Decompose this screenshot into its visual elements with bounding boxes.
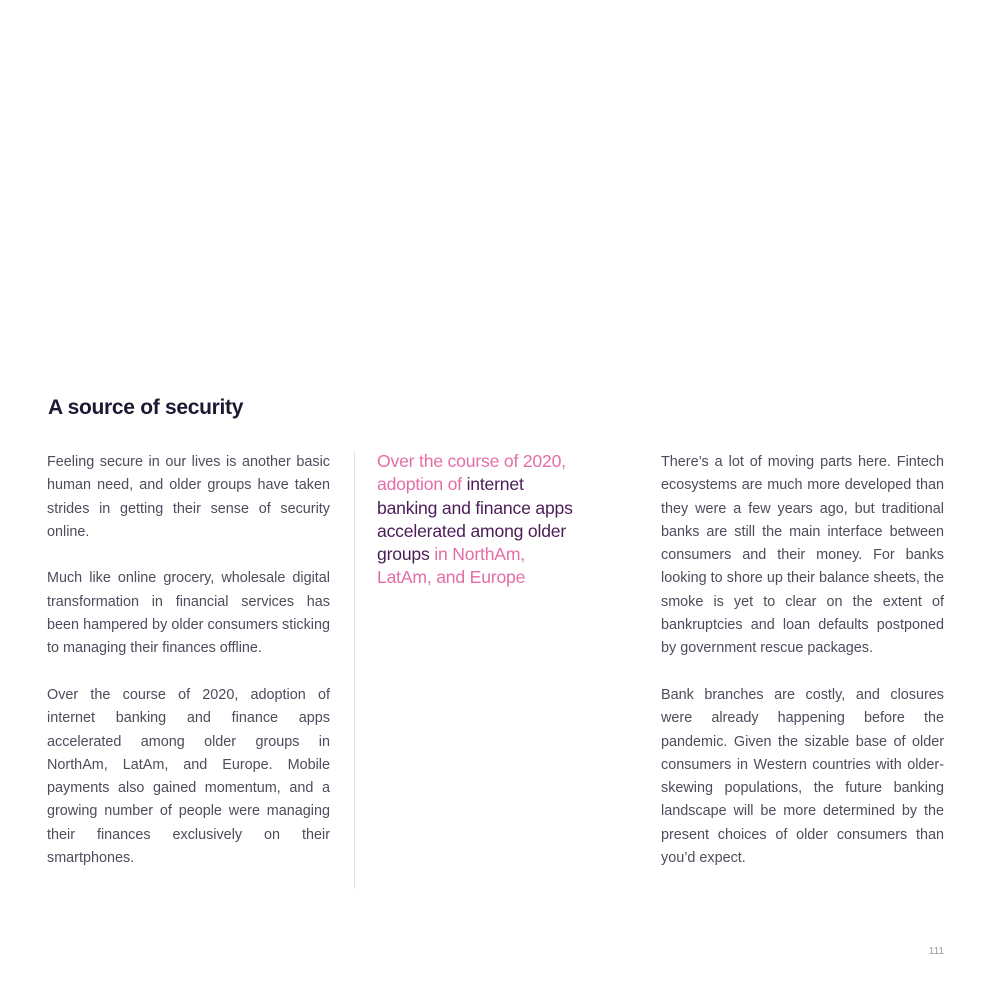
left-paragraph-3: Over the course of 2020, adoption of internet banking and finance apps accelerated among older groups in NorthAm, LatAm, and Europe. Mobile payments also gained momentum, and a growing number of people were managing their finances exclusively on their smartphones.: [47, 686, 330, 867]
right-text-column: [661, 451, 944, 894]
left-paragraph-2: Much like online grocery, wholesale digital transformation in financial services has been hampered by older consumers sticking to managing their finances offline.: [47, 570, 330, 657]
left-paragraph-1: Feeling secure in our lives is another basic human need, and older groups have taken strides in getting their sense of security online.: [47, 454, 330, 540]
right-paragraph-1: There’s a lot of moving parts here. Fintech ecosystems are much more developed than they were a few years ago, but traditional banks are still the main interface between consumers and their money. For banks looking to shore up their balance sheets, the smoke is yet to clear on the extent of bankruptcies and loan defaults postponed by government rescue packages.: [661, 454, 944, 657]
section-heading: A source of security: [48, 396, 244, 419]
left-text-column: [47, 451, 330, 894]
column-divider: [354, 451, 355, 889]
pull-quote-lead: Over the course of 2020, adoption of: [377, 451, 566, 495]
pull-quote-highlight: internet banking and finance apps accelerated among older groups: [377, 474, 573, 565]
pull-quote-tail: in NorthAm, LatAm, and Europe: [377, 544, 526, 588]
page-number: 111: [928, 946, 944, 957]
pull-quote: [377, 450, 577, 590]
right-paragraph-2: Bank branches are costly, and closures were already happening before the pandemic. Given the sizable base of older consumers in Western countries with older-skewing populations, the future banking landscape will be more determined by the present choices of older consumers than you’d expect.: [661, 686, 944, 867]
